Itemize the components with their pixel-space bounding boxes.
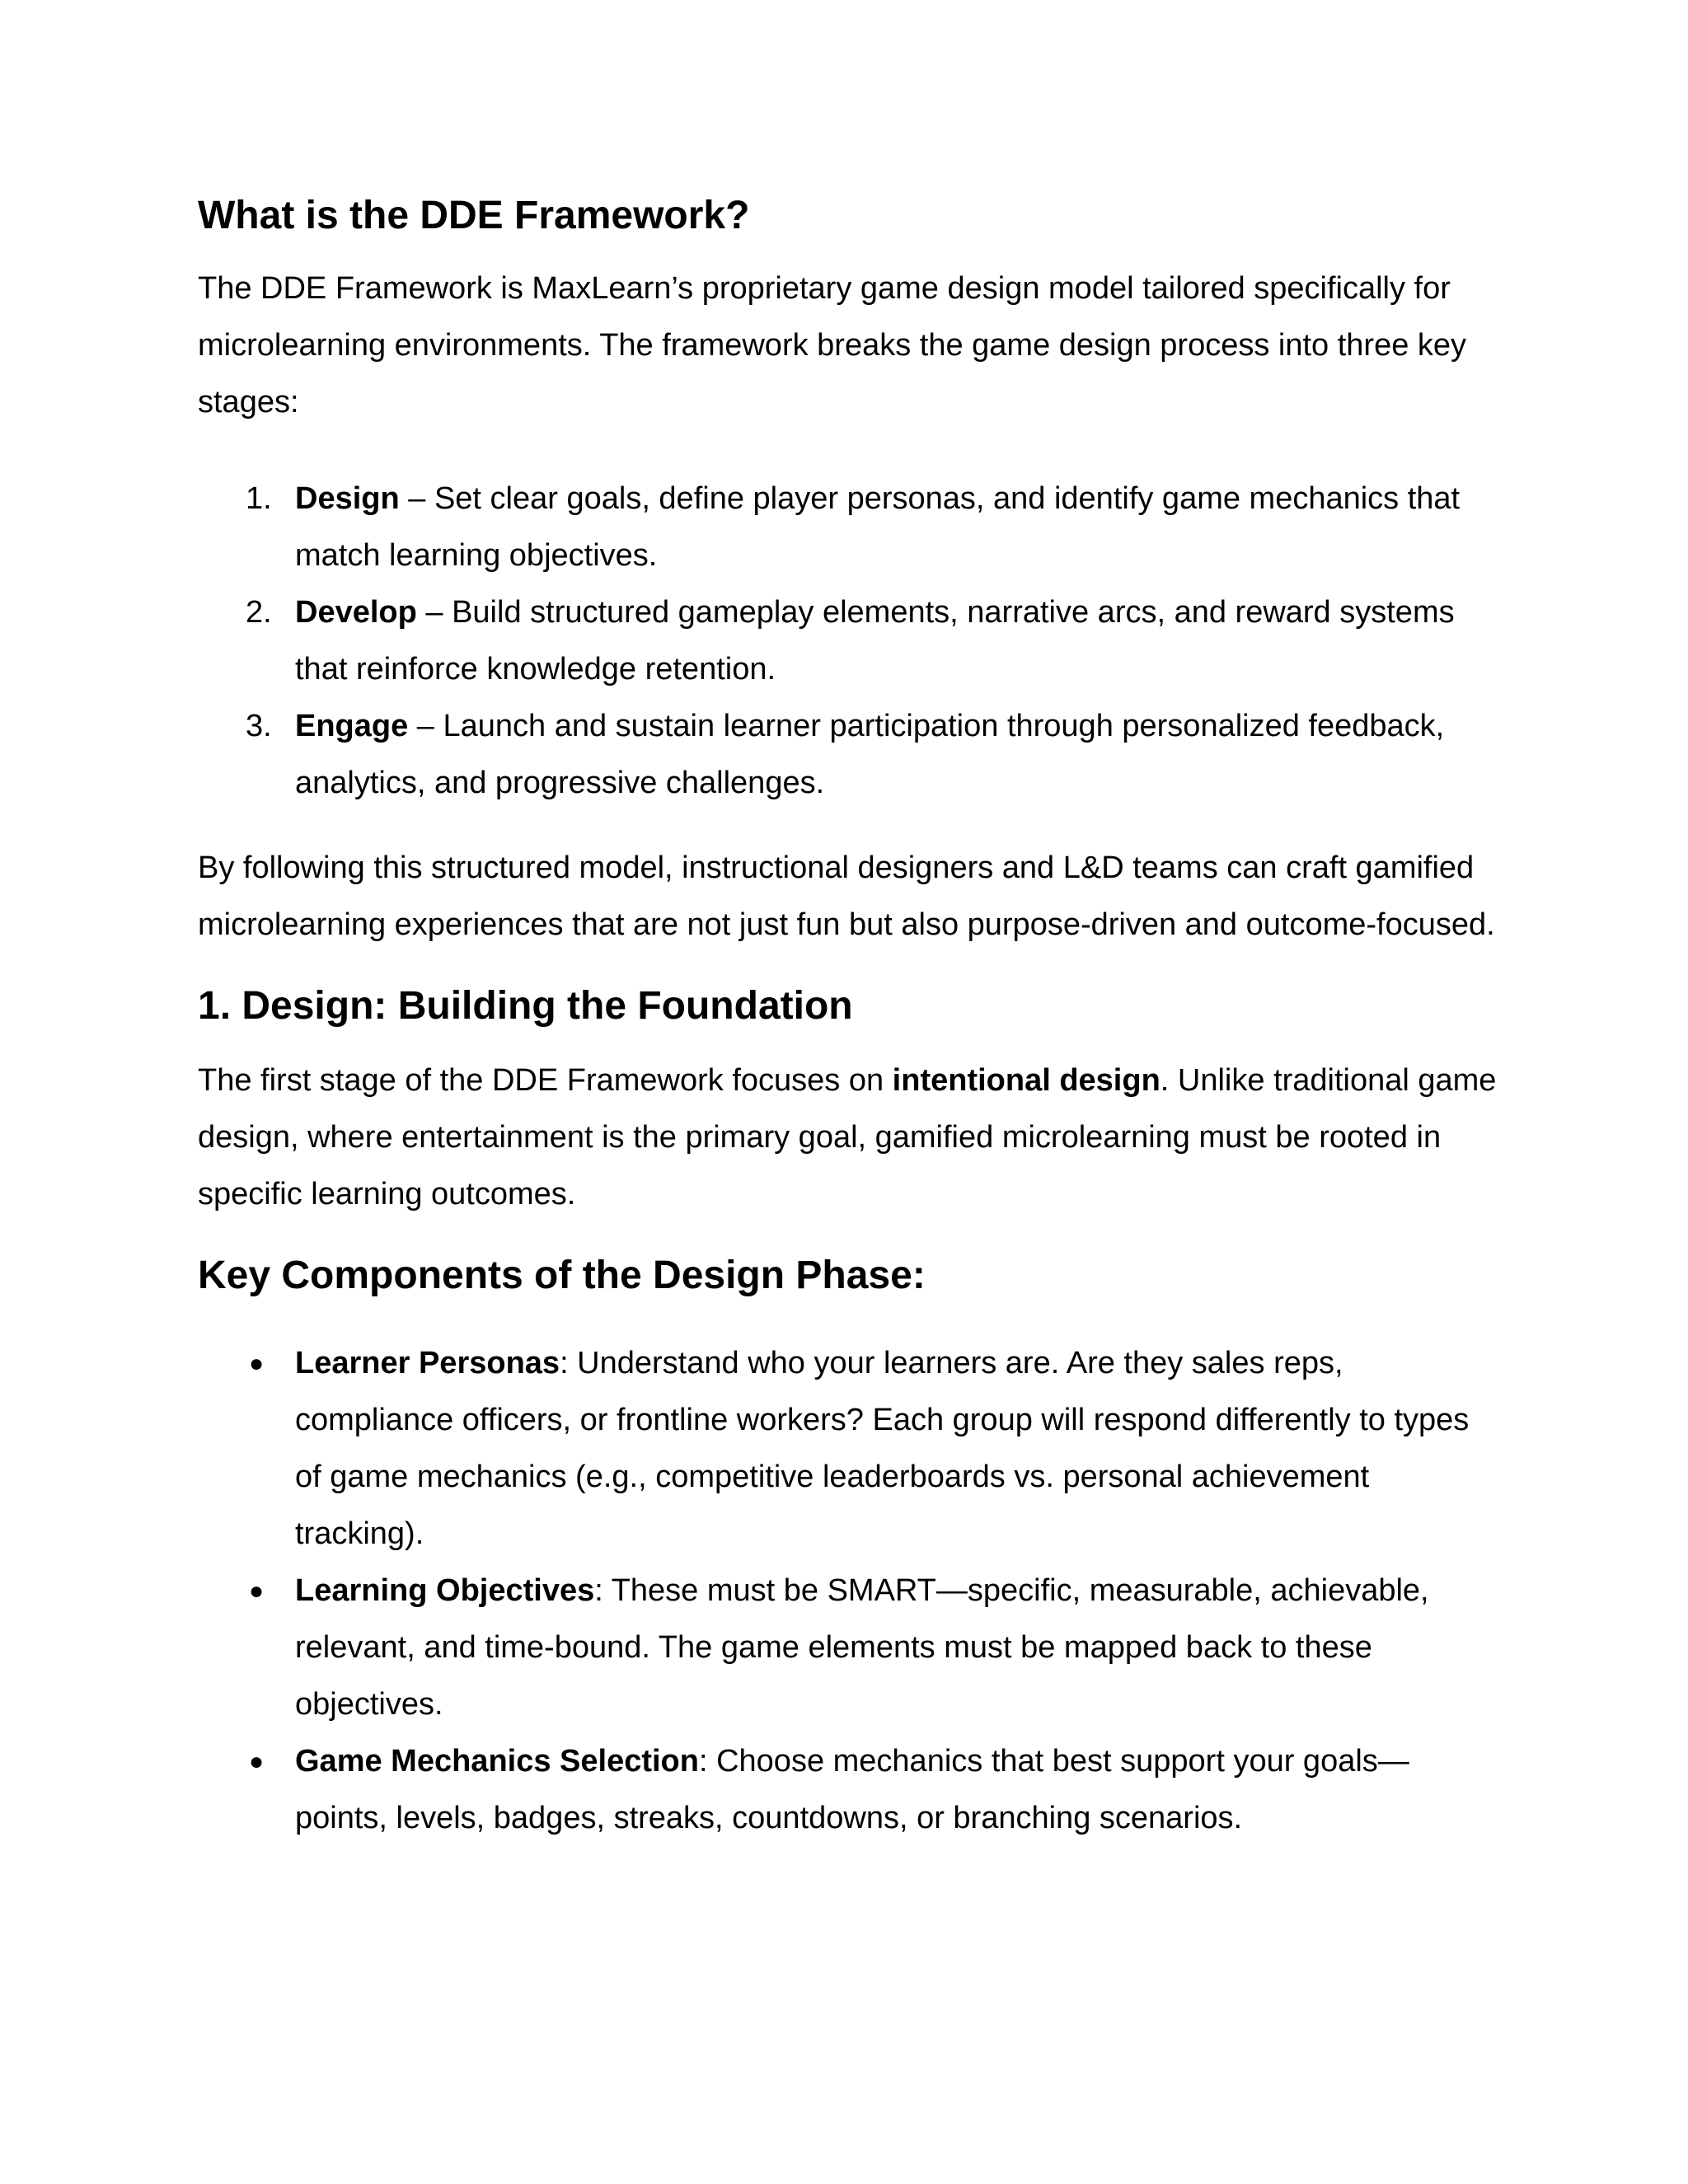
stage-description: – Build structured gameplay elements, narrative arcs, and reward systems that reinforce knowledge retention. bbox=[295, 595, 1455, 687]
stage-item-design bbox=[198, 471, 1500, 584]
list-number: 3. bbox=[246, 709, 272, 743]
bullet-icon: ● bbox=[249, 1577, 265, 1605]
component-item-learning-objectives bbox=[198, 1563, 1500, 1733]
design-paragraph-end: . Unlike traditional game design, where entertainment is the primary goal, gamified microlearning must be rooted in specific learning outcomes. bbox=[198, 1063, 1497, 1212]
stage-item-engage bbox=[198, 698, 1500, 812]
component-term: Learner Personas bbox=[295, 1346, 560, 1380]
intro-paragraph: The DDE Framework is MaxLearn’s proprietary game design model tailored specifically for microlearning environments. The framework breaks the game design process into three key stages: bbox=[198, 271, 1467, 419]
component-description: : Understand who your learners are. Are they sales reps, compliance officers, or frontline workers? Each group will respond differently to types of game mechanics (e.g., competitive leaderboards vs. personal achievement tracking). bbox=[295, 1346, 1470, 1551]
component-term: Game Mechanics Selection bbox=[295, 1744, 699, 1779]
component-description: : These must be SMART—specific, measurable, achievable, relevant, and time-bound. The game elements must be mapped back to these objectives. bbox=[295, 1573, 1429, 1722]
design-paragraph-bold: intentional design bbox=[892, 1063, 1160, 1098]
stage-description: – Launch and sustain learner participation through personalized feedback, analytics, and progressive challenges. bbox=[295, 709, 1445, 800]
component-term: Learning Objectives bbox=[295, 1573, 595, 1608]
heading-design-foundation: 1. Design: Building the Foundation bbox=[198, 984, 853, 1028]
component-item-game-mechanics bbox=[198, 1733, 1500, 1847]
components-list bbox=[198, 1335, 1500, 1847]
following-paragraph: By following this structured model, instructional designers and L&D teams can craft gamified microlearning experiences that are not just fun but also purpose-driven and outcome-focused. bbox=[198, 851, 1495, 942]
stage-term: Develop bbox=[295, 595, 417, 630]
component-description: : Choose mechanics that best support your goals—points, levels, badges, streaks, countdowns, or branching scenarios. bbox=[295, 1744, 1409, 1835]
component-item-learner-personas bbox=[198, 1335, 1500, 1563]
design-paragraph bbox=[198, 1052, 1500, 1223]
stage-description: – Set clear goals, define player personas, and identify game mechanics that match learning objectives. bbox=[295, 481, 1461, 573]
document-page bbox=[198, 191, 1500, 1847]
design-paragraph-start: The first stage of the DDE Framework focuses on bbox=[198, 1063, 893, 1098]
bullet-icon: ● bbox=[249, 1748, 265, 1775]
list-number: 2. bbox=[246, 595, 272, 630]
heading-what-is-dde: What is the DDE Framework? bbox=[198, 194, 750, 237]
bullet-icon: ● bbox=[249, 1350, 265, 1377]
stage-item-develop bbox=[198, 584, 1500, 698]
stage-term: Engage bbox=[295, 709, 409, 743]
list-number: 1. bbox=[246, 481, 272, 516]
heading-key-components: Key Components of the Design Phase: bbox=[198, 1254, 926, 1297]
stage-term: Design bbox=[295, 481, 400, 516]
stages-list bbox=[198, 471, 1500, 812]
